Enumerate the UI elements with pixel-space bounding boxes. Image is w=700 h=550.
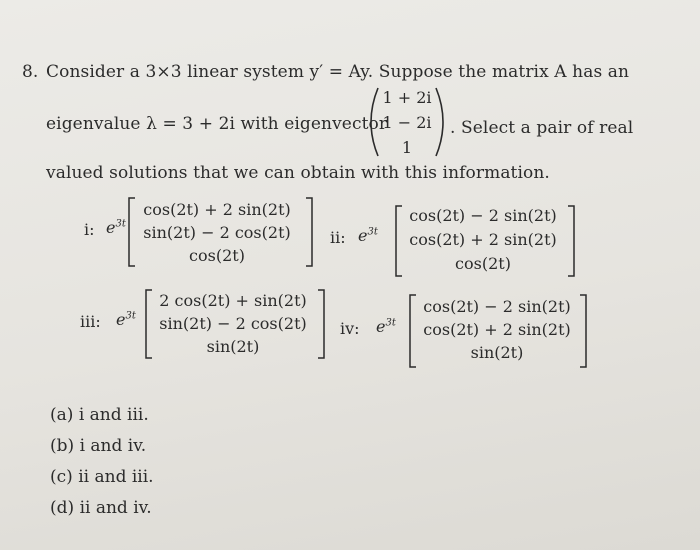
candidate-i-label: i: (84, 220, 95, 239)
option-b-letter: (b) (50, 436, 75, 456)
candidate-ii-label: ii: (330, 228, 346, 247)
candidate-ii-entry-3: cos(2t) (455, 254, 511, 273)
candidate-iv-entry-1: cos(2t) − 2 sin(2t) (423, 297, 571, 316)
candidate-i-exponential: $e^{3t}$ (106, 218, 126, 237)
eigenvector-entry-1: 1 + 2i (382, 88, 432, 107)
option-c-letter: (c) (50, 467, 73, 487)
candidate-iv-exponential: $e^{3t}$ (376, 317, 396, 336)
option-a[interactable] (50, 405, 149, 425)
problem-line-3: valued solutions that we can obtain with this information. (46, 163, 550, 183)
candidate-iii-entry-2: sin(2t) − 2 cos(2t) (159, 314, 307, 333)
candidate-ii-entry-2: cos(2t) + 2 sin(2t) (409, 230, 557, 249)
problem-line-1: Consider a 3×3 linear system y′ = Ay. Suppose the matrix A has an (46, 62, 630, 82)
candidate-iv-right-bracket (578, 293, 588, 369)
problem-number: 8. (22, 62, 39, 82)
candidate-iv-entry-2: cos(2t) + 2 sin(2t) (423, 320, 571, 339)
candidate-i-entry-3: cos(2t) (189, 246, 245, 265)
candidate-ii-right-bracket (566, 204, 576, 278)
option-d[interactable] (50, 498, 152, 518)
option-c[interactable] (50, 467, 154, 487)
option-a-letter: (a) (50, 405, 74, 425)
problem-line-2-left: eigenvalue λ = 3 + 2i with eigenvector (46, 114, 388, 134)
option-d-text: ii and iv. (79, 498, 152, 518)
candidate-ii-exponential: $e^{3t}$ (358, 226, 378, 245)
candidate-iv-label: iv: (340, 319, 360, 338)
candidate-ii-entry-1: cos(2t) − 2 sin(2t) (409, 206, 557, 225)
option-c-text: ii and iii. (78, 467, 154, 487)
candidate-iv-entry-3: sin(2t) (470, 343, 524, 362)
eigenvector-entry-2: 1 − 2i (382, 113, 432, 132)
candidate-iii-right-bracket (316, 288, 326, 360)
candidate-i-right-bracket (304, 196, 314, 268)
problem-line-2-right: . Select a pair of real (450, 118, 634, 138)
candidate-i-entry-2: sin(2t) − 2 cos(2t) (143, 223, 291, 242)
option-a-text: i and iii. (78, 405, 149, 425)
eigenvector-right-paren (432, 86, 452, 158)
option-d-letter: (d) (50, 498, 75, 518)
option-b-text: i and iv. (79, 436, 147, 456)
option-b[interactable] (50, 436, 146, 456)
candidate-iii-entry-3: sin(2t) (206, 337, 260, 356)
eigenvector-entry-3: 1 (401, 138, 413, 157)
candidate-iii-label: iii: (80, 312, 101, 331)
candidate-iii-exponential: $e^{3t}$ (116, 310, 136, 329)
candidate-i-entry-1: cos(2t) + 2 sin(2t) (143, 200, 291, 219)
candidate-iii-entry-1: 2 cos(2t) + sin(2t) (159, 291, 307, 310)
